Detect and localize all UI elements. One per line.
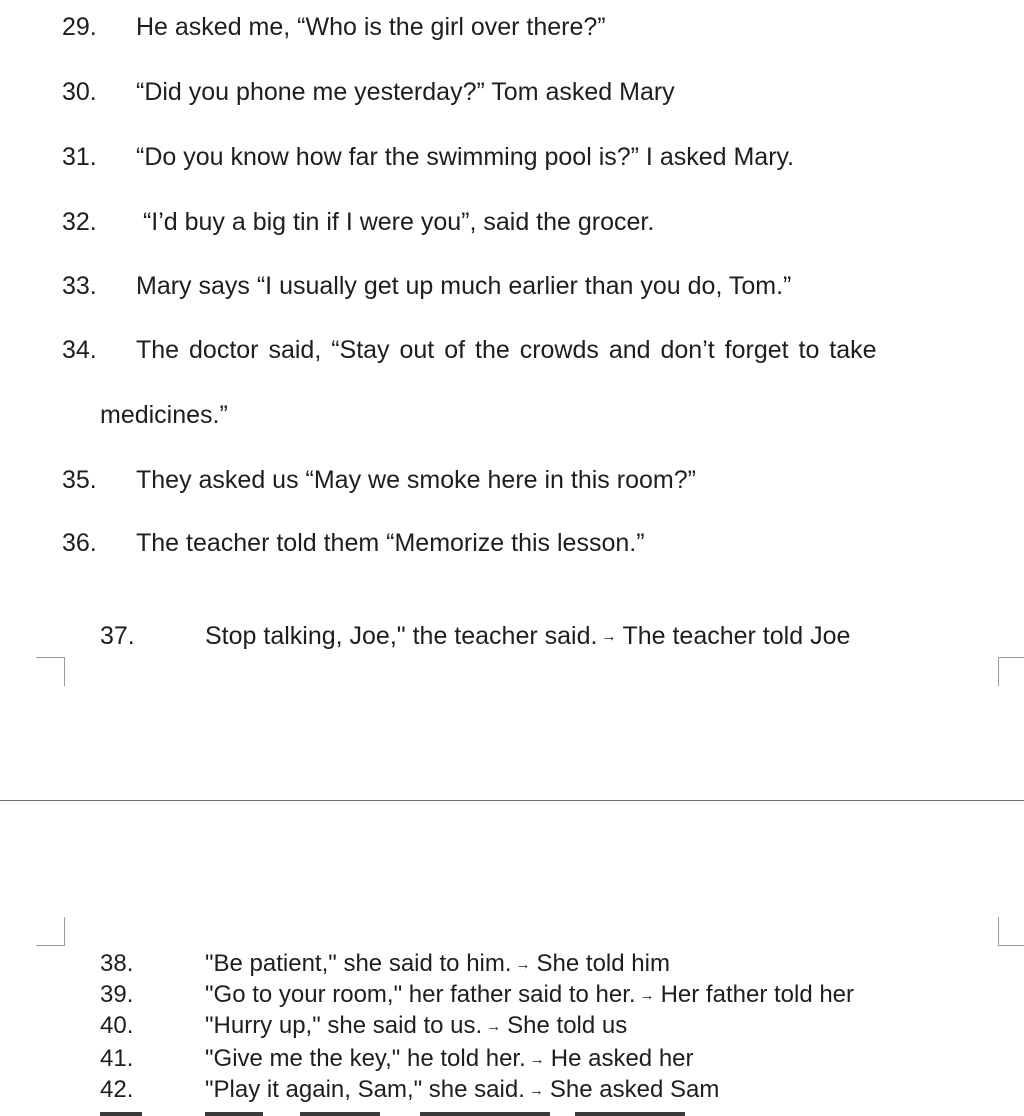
arrow-icon: → [528, 1081, 544, 1099]
question-quote: "Be patient," she said to him. [205, 950, 512, 977]
answer-prompt: She told him [536, 950, 670, 977]
question-quote: Stop talking, Joe," the teacher said. [205, 622, 598, 650]
margin-corner-mark [998, 917, 1024, 946]
question-text: The doctor said, “Stay out of the crowds and don’t forget to take [136, 336, 877, 364]
question-text: Mary says “I usually get up much earlier than you do, Tom.” [136, 272, 792, 300]
margin-corner-mark [36, 657, 65, 686]
question-sentence [205, 1012, 627, 1041]
question-sentence [205, 981, 854, 1010]
margin-corner-mark [998, 657, 1024, 686]
question-quote: "Play it again, Sam," she said. [205, 1076, 525, 1103]
question-number: 31. [62, 143, 97, 171]
answer-prompt: The teacher told Joe [622, 622, 851, 650]
margin-corner-mark [36, 917, 65, 946]
question-number: 33. [62, 272, 97, 300]
question-number: 41. [100, 1045, 134, 1072]
answer-prompt: Her father told her [660, 981, 855, 1008]
question-number: 34. [62, 336, 97, 364]
answer-prompt: He asked her [550, 1045, 694, 1072]
question-sentence [205, 1045, 694, 1074]
question-number: 37. [100, 622, 135, 650]
question-number: 42. [100, 1076, 134, 1103]
question-number: 35. [62, 466, 97, 494]
question-text: “Did you phone me yesterday?” Tom asked Mary [136, 78, 675, 106]
arrow-icon: → [601, 628, 617, 646]
question-34-continuation: medicines.” [100, 401, 228, 429]
question-number: 38. [100, 950, 134, 977]
cut-off-line-fragment [0, 1108, 1024, 1116]
question-text: “I’d buy a big tin if I were you”, said the grocer. [136, 208, 655, 236]
question-number: 32. [62, 208, 97, 236]
question-quote: "Give me the key," he told her. [205, 1045, 526, 1072]
question-number: 36. [62, 529, 97, 557]
question-text: “Do you know how far the swimming pool is?” I asked Mary. [136, 143, 795, 171]
answer-prompt: She told us [507, 1012, 628, 1039]
arrow-icon: → [486, 1017, 502, 1035]
question-quote: "Hurry up," she said to us. [205, 1012, 483, 1039]
answer-prompt: She asked Sam [549, 1076, 720, 1103]
page-break-divider [0, 800, 1024, 801]
question-number: 39. [100, 981, 134, 1008]
arrow-icon: → [639, 986, 655, 1004]
question-sentence [205, 621, 850, 652]
question-sentence [205, 950, 670, 979]
arrow-icon: → [529, 1050, 545, 1068]
question-quote: "Go to your room," her father said to her. [205, 981, 636, 1008]
arrow-icon: → [515, 955, 531, 973]
question-number: 30. [62, 78, 97, 106]
question-number: 40. [100, 1012, 134, 1039]
question-sentence [205, 1076, 719, 1105]
question-text: He asked me, “Who is the girl over there?” [136, 13, 606, 41]
question-text: They asked us “May we smoke here in this room?” [136, 466, 696, 494]
question-text: The teacher told them “Memorize this lesson.” [136, 529, 645, 557]
question-number: 29. [62, 13, 97, 41]
